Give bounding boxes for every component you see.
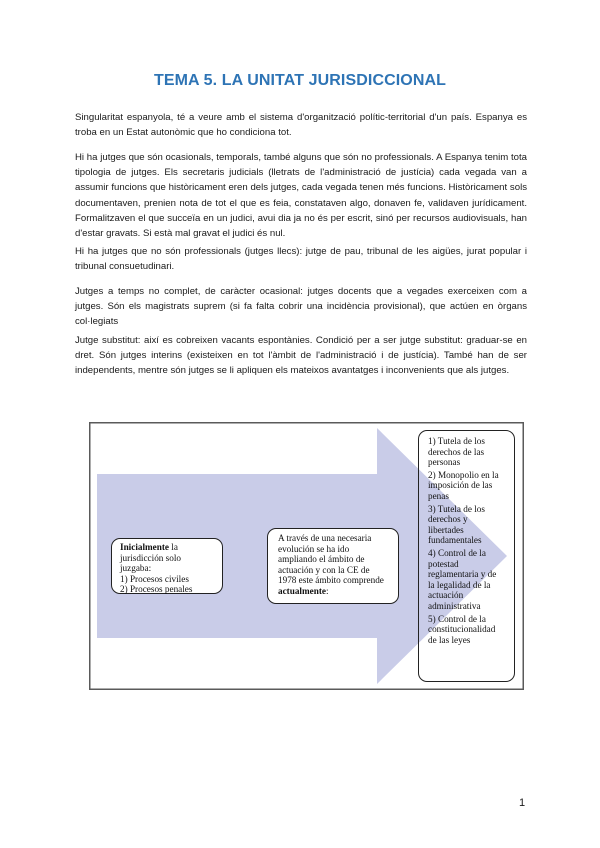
jurisdiction-diagram — [89, 422, 524, 690]
evolution-box — [267, 528, 399, 604]
box1-item: 1) Procesos civiles — [120, 573, 189, 584]
box2-end: : — [325, 585, 329, 596]
box2-bold: actualmente — [278, 585, 326, 596]
page-number: 1 — [519, 797, 526, 809]
paragraph-tipologia-jutges: Hi ha jutges que són ocasionals, temporals, també alguns que són no professionals. A Espanya tenim tota tipologia de jutges. Els secretaris judicials (lletrats de l'administració de justícia) cada vegada van a assumir funcions que històricament eren dels jutges, cada vegada tenen més funcions. Històricament sols documentaven, prenien nota de tot el que es feia, constataven algo, donaven fe, validaven jurídicament. Formalitzaven el que succeïa en un judici, avui dia ja no és per escrit, sinó per recursos audiovisuals, han d'estar gravats. Si està mal gravat el judici és nul. — [75, 152, 527, 240]
box1-text: la jurisdicción solo juzgaba: — [120, 542, 181, 574]
current-scope-box — [418, 430, 515, 682]
box2-text: A través de una necesaria evolución se ha ido ampliando el ámbito de actuación y con la CE de 1978 este ámbito comprende — [278, 533, 384, 586]
scope-item: 4) Control de la potestad reglamentaria y de la legalidad de la actuación administrativa — [428, 547, 497, 611]
paragraph-singularitat: Singularitat espanyola, té a veure amb el sistema d'organització polític-territorial d'un país. Espanya es troba en un Estat autonòmic que ho condiciona tot. — [75, 112, 527, 139]
box1-item: 2) Procesos penales — [120, 584, 193, 595]
paragraph-jutges-llecs: Hi ha jutges que no són professionals (jutges llecs): jutge de pau, tribunal de les aigües, jurat popular i tribunal consuetudinari. — [75, 246, 527, 273]
scope-item: 1) Tutela de los derechos de las personas — [428, 436, 485, 468]
initial-jurisdiction-box — [111, 538, 223, 594]
scope-item: 3) Tutela de los derechos y libertades fundamentales — [428, 503, 485, 546]
paragraph-jutge-substitut: Jutge substitut: així es cobreixen vacants espontànies. Condició per a ser jutge substitut: graduar-se en dret. Són jutges interins (existeixen en tot l'àmbit de l'administració i de justícia). També han de ser independents, mentre són jutges se li apliquen els mateixos avantatges i inconvenients que als jutges. — [75, 335, 527, 377]
paragraph-jutges-temps-parcial: Jutges a temps no complet, de caràcter ocasional: jutges docents que a vegades exerceixen com a jutges. Són els magistrats suprem (si fa falta cobrir una incidència provisional), que actúen en òrgans col·legiats — [75, 286, 527, 328]
document-title: TEMA 5. LA UNITAT JURISDICCIONAL — [153, 72, 447, 89]
scope-item: 5) Control de la constitucionalidad de las leyes — [428, 613, 496, 645]
box1-bold: Inicialmente — [120, 542, 169, 552]
scope-item: 2) Monopolio en la imposición de las penas — [428, 469, 499, 501]
